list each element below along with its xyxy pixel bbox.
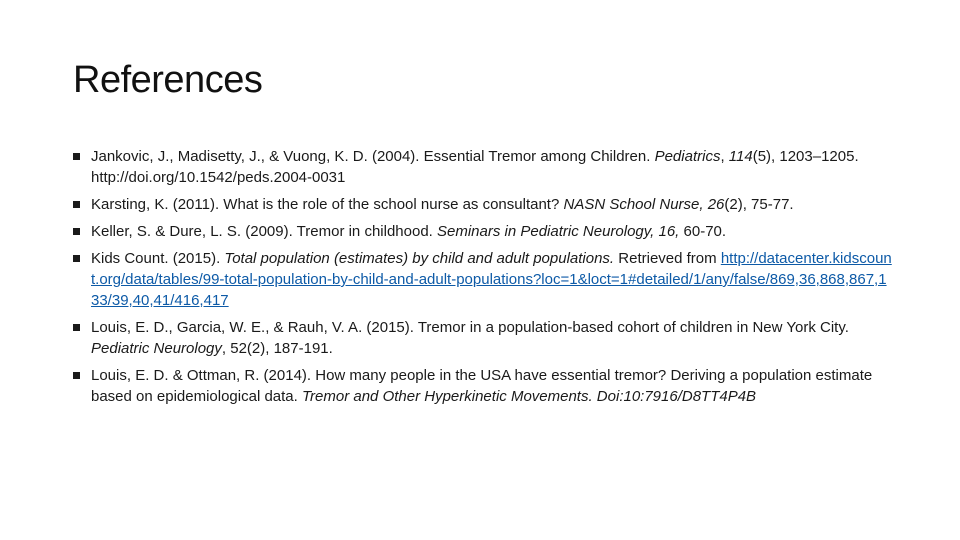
square-bullet-icon <box>73 372 80 379</box>
reference-item <box>73 317 893 359</box>
reference-text: Retrieved from <box>614 250 721 267</box>
reference-text: , <box>720 148 729 165</box>
reference-text: Karsting, K. (2011). What is the role of the school nurse as consultant? <box>91 196 564 213</box>
square-bullet-icon <box>73 255 80 262</box>
reference-text: , 52(2), 187-191. <box>221 340 333 357</box>
reference-list <box>73 146 893 413</box>
reference-text: Louis, E. D. & Ottman, R. (2014). How many people in the USA have essential tremor? Deriving a population estimate based on epidemiological data. <box>91 367 873 405</box>
journal-name: Seminars in Pediatric Neurology, 16, <box>437 223 680 240</box>
reference-text: (2), 75-77. <box>724 196 794 213</box>
square-bullet-icon <box>73 153 80 160</box>
journal-name: Tremor and Other Hyperkinetic Movements. Doi:10:7916/D8TT4P4B <box>301 388 757 405</box>
reference-text: Keller, S. & Dure, L. S. (2009). Tremor in childhood. <box>91 223 437 240</box>
report-title: Total population (estimates) by child and adult populations. <box>224 250 615 267</box>
journal-name: Pediatric Neurology <box>91 340 222 357</box>
reference-item <box>73 146 893 188</box>
slide-title: References <box>73 59 263 101</box>
reference-link[interactable]: http://datacenter.kidscount.org/data/tables/99-total-population-by-child-and-adult-populations?loc=1&loct=1#detailed/1/any/false/869,36,868,867,133/39,40,41/416,417 <box>91 250 892 309</box>
reference-text: Louis, E. D., Garcia, W. E., & Rauh, V. A. (2015). Tremor in a population-based cohort of children in New York City. <box>91 319 849 336</box>
journal-name: NASN School Nurse, 26 <box>563 196 725 213</box>
reference-item <box>73 194 893 215</box>
reference-text: Jankovic, J., Madisetty, J., & Vuong, K. D. (2004). Essential Tremor among Children. <box>91 148 655 165</box>
reference-text: (5), 1203–1205. http://doi.org/10.1542/peds.2004-0031 <box>91 148 859 186</box>
reference-item <box>73 365 893 407</box>
reference-text: 60-70. <box>679 223 727 240</box>
square-bullet-icon <box>73 324 80 331</box>
square-bullet-icon <box>73 228 80 235</box>
reference-text: Kids Count. (2015). <box>91 250 225 267</box>
square-bullet-icon <box>73 201 80 208</box>
volume-number: 114 <box>728 148 753 165</box>
reference-item <box>73 248 893 311</box>
journal-name: Pediatrics <box>654 148 721 165</box>
reference-item <box>73 221 893 242</box>
